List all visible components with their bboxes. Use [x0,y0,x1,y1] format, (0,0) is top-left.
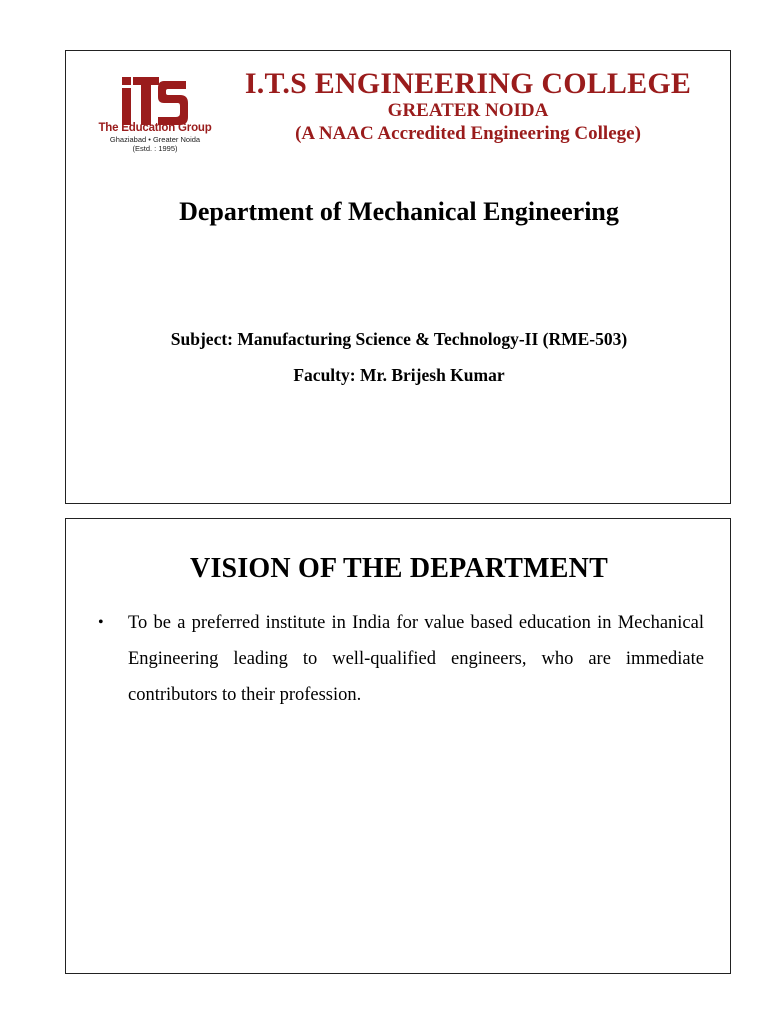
college-header [94,67,706,159]
vision-list [96,605,704,713]
college-name: I.T.S ENGINEERING COLLEGE [244,67,692,100]
vision-text: To be a preferred institute in India for value based education in Mechanical Engineering leading to well-qualified engineers, who are immediate contributors to their profession. [128,613,704,705]
subject-line: Subject: Manufacturing Science & Technology-II (RME-503) [170,329,628,349]
college-accreditation: (A NAAC Accredited Engineering College) [295,123,641,144]
logo-estd-text: (Estd. : 1995) [132,144,178,153]
vision-heading: VISION OF THE DEPARTMENT [190,553,608,584]
logo-place-text: Ghaziabad • Greater Noida [109,135,201,144]
its-logo [94,67,216,159]
department-title: Department of Mechanical Engineering [179,197,619,226]
title-slide [65,50,731,504]
faculty-line: Faculty: Mr. Brijesh Kumar [293,365,505,385]
its-logo-icon [120,71,190,127]
bullet-icon: • [98,614,104,631]
list-item [96,605,704,713]
logo-group-text: The Education Group [98,122,212,134]
vision-slide [65,518,731,974]
college-city: GREATER NOIDA [387,100,549,121]
college-title-block [226,67,710,146]
